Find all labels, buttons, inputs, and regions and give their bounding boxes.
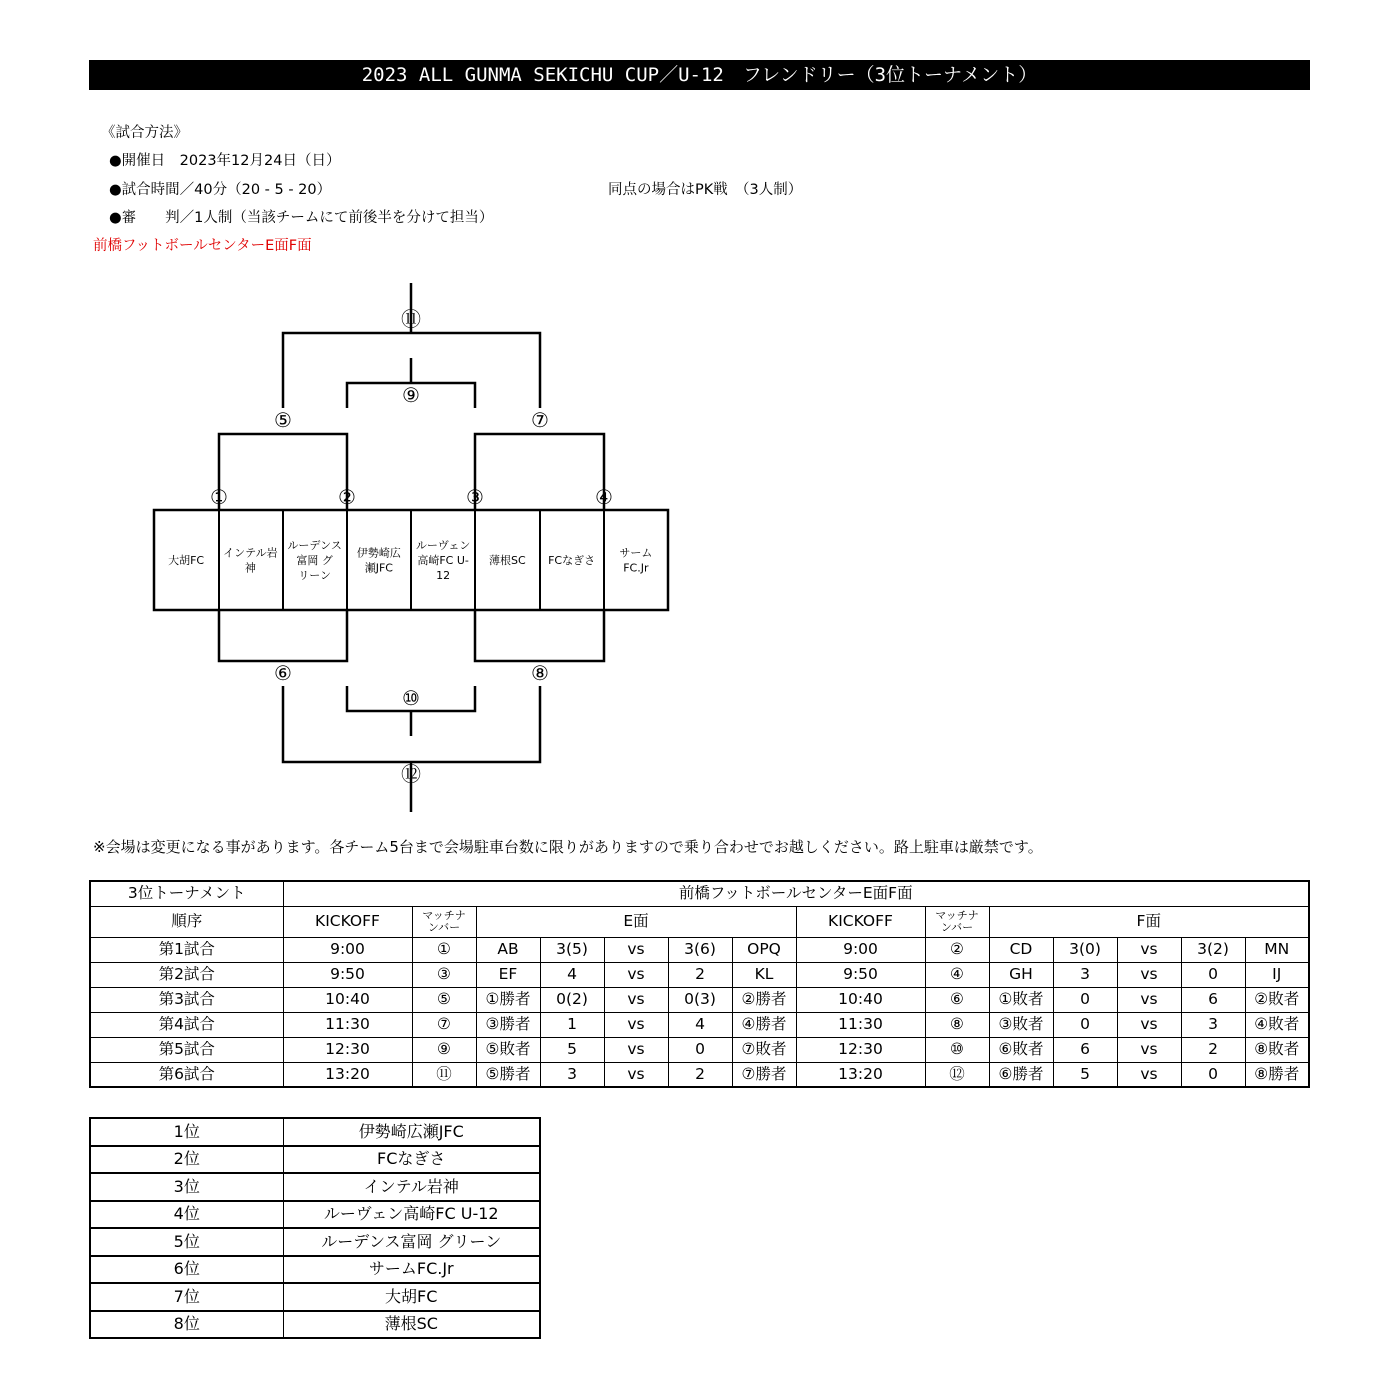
schedule-row [90, 937, 1309, 962]
method-heading: 《試合方法》 [101, 125, 188, 141]
cell-e-no: ⑤ [412, 987, 476, 1012]
cell-e-home: EF [476, 962, 540, 987]
cell-f-home: ⑥敗者 [989, 1037, 1053, 1062]
vs-cell: vs [604, 987, 668, 1012]
cell-e-time: 13:20 [283, 1062, 412, 1087]
ranking-team: 大胡FC [283, 1283, 540, 1311]
cell-f-home: GH [989, 962, 1053, 987]
team-label-line: ルーヴェン [415, 539, 471, 552]
cell-f-hs: 5 [1053, 1062, 1117, 1087]
cell-f-away: ⑧敗者 [1245, 1037, 1309, 1062]
cell-f-away: MN [1245, 937, 1309, 962]
cell-f-hs: 0 [1053, 1012, 1117, 1037]
col-kickoff-f-header: KICKOFF [796, 906, 925, 937]
team-box-7 [548, 554, 595, 567]
cell-e-as: 2 [668, 1062, 732, 1087]
ranking-team: サームFC.Jr [283, 1256, 540, 1284]
match-number-12: ⑫ [401, 762, 421, 786]
col-match-no-f-header [925, 906, 989, 937]
match-number-8: ⑧ [531, 661, 549, 685]
schedule-row [90, 1012, 1309, 1037]
cell-f-no: ⑩ [925, 1037, 989, 1062]
team-box-6 [489, 553, 526, 567]
cell-f-home: ③敗者 [989, 1012, 1053, 1037]
team-label-line: 高崎FC U- [417, 554, 469, 567]
vs-cell: vs [604, 1062, 668, 1087]
cell-e-hs: 3 [540, 1062, 604, 1087]
cell-f-as: 3(2) [1181, 937, 1245, 962]
match-number-3: ③ [466, 485, 484, 509]
ranking-team: FCなぎさ [283, 1146, 540, 1174]
ranking-rank: 2位 [90, 1146, 283, 1174]
schedule-row [90, 962, 1309, 987]
ranking-team: 薄根SC [283, 1311, 540, 1339]
cell-f-no: ⑥ [925, 987, 989, 1012]
team-box-8 [619, 547, 652, 575]
ranking-row [90, 1311, 540, 1339]
team-label-line: サーム [619, 546, 653, 560]
match-number-7: ⑦ [531, 408, 549, 432]
page-title: 2023 ALL GUNMA SEKICHU CUP／U-12 フレンドリー（3位トーナメント） [89, 60, 1310, 90]
cell-order: 第3試合 [90, 987, 283, 1012]
cell-f-away: ④敗者 [1245, 1012, 1309, 1037]
vs-cell: vs [1117, 1062, 1181, 1087]
ranking-team: ルーヴェン高崎FC U-12 [283, 1201, 540, 1229]
cell-e-time: 9:50 [283, 962, 412, 987]
team-label-line: 大胡FC [168, 554, 205, 567]
team-label-line: FCなぎさ [548, 554, 596, 567]
cell-f-home: ⑥勝者 [989, 1062, 1053, 1087]
ranking-team: 伊勢崎広瀬JFC [283, 1118, 540, 1146]
vs-cell: vs [604, 937, 668, 962]
cell-e-away: ④勝者 [732, 1012, 796, 1037]
referee-line: ●審 判／1人制（当該チームにて前後半を分けて担当） [109, 210, 494, 226]
cell-e-as: 0 [668, 1037, 732, 1062]
match-number-6: ⑥ [274, 661, 292, 685]
team-label-line: 富岡 グ [296, 554, 333, 567]
cell-f-away: IJ [1245, 962, 1309, 987]
cell-f-time: 9:00 [796, 937, 925, 962]
cell-f-no: ⑫ [925, 1062, 989, 1087]
cell-e-away: ⑦敗者 [732, 1037, 796, 1062]
team-label-line: インテル岩 [223, 546, 278, 560]
ranking-rank: 7位 [90, 1283, 283, 1311]
match-number-11: ⑪ [401, 307, 421, 331]
team-label-line: リーン [298, 569, 332, 582]
cell-e-no: ③ [412, 962, 476, 987]
cell-e-time: 12:30 [283, 1037, 412, 1062]
cell-order: 第2試合 [90, 962, 283, 987]
cell-f-hs: 3(0) [1053, 937, 1117, 962]
tournament-bracket [0, 0, 700, 830]
cell-e-hs: 3(5) [540, 937, 604, 962]
ranking-table [89, 1117, 541, 1339]
schedule-header-left: 3位トーナメント [90, 881, 283, 906]
cell-f-time: 9:50 [796, 962, 925, 987]
cell-e-home: ①勝者 [476, 987, 540, 1012]
vs-cell: vs [1117, 962, 1181, 987]
parking-notice: ※会場は変更になる事があります。各チーム5台まで会場駐車台数に限りがありますので乗り合わせでお越しください。路上駐車は厳禁です。 [93, 838, 1043, 856]
cell-e-time: 9:00 [283, 937, 412, 962]
col-kickoff-e-header: KICKOFF [283, 906, 412, 937]
pk-line: 同点の場合はPK戦 （3人制） [608, 182, 803, 198]
cell-f-time: 12:30 [796, 1037, 925, 1062]
cell-order: 第1試合 [90, 937, 283, 962]
match-number-9: ⑨ [402, 383, 420, 407]
schedule-table [89, 880, 1310, 1088]
cell-f-hs: 6 [1053, 1037, 1117, 1062]
cell-f-home: ①敗者 [989, 987, 1053, 1012]
cell-f-time: 10:40 [796, 987, 925, 1012]
cell-e-no: ⑨ [412, 1037, 476, 1062]
match-no-label-e: マッチナンバー [422, 908, 466, 934]
cell-order: 第4試合 [90, 1012, 283, 1037]
match-number-1: ① [210, 485, 228, 509]
date-line: ●開催日 2023年12月24日（日） [109, 153, 341, 169]
team-label-line: 薄根SC [489, 554, 526, 567]
cell-e-as: 3(6) [668, 937, 732, 962]
team-label-line: FC.Jr [623, 561, 649, 575]
cell-e-no: ⑪ [412, 1062, 476, 1087]
cell-f-as: 0 [1181, 962, 1245, 987]
cell-f-home: CD [989, 937, 1053, 962]
col-order-header: 順序 [90, 906, 283, 937]
cell-e-away: ⑦勝者 [732, 1062, 796, 1087]
ranking-rank: 4位 [90, 1201, 283, 1229]
team-label-line: ルーデンス [287, 539, 342, 552]
cell-order: 第6試合 [90, 1062, 283, 1087]
cell-f-hs: 0 [1053, 987, 1117, 1012]
ranking-team: ルーデンス富岡 グリーン [283, 1228, 540, 1256]
schedule-row [90, 1037, 1309, 1062]
vs-cell: vs [604, 962, 668, 987]
vs-cell: vs [1117, 1037, 1181, 1062]
cell-f-time: 11:30 [796, 1012, 925, 1037]
cell-e-as: 4 [668, 1012, 732, 1037]
time-line: ●試合時間／40分（20 - 5 - 20） [109, 182, 332, 198]
match-number-4: ④ [595, 485, 613, 509]
cell-e-home: AB [476, 937, 540, 962]
schedule-row [90, 987, 1309, 1012]
col-court-f-header: F面 [989, 906, 1309, 937]
cell-f-hs: 3 [1053, 962, 1117, 987]
ranking-rank: 6位 [90, 1256, 283, 1284]
ranking-rank: 8位 [90, 1311, 283, 1339]
schedule-header-venue: 前橋フットボールセンターE面F面 [283, 881, 1309, 906]
ranking-rank: 5位 [90, 1228, 283, 1256]
cell-e-as: 2 [668, 962, 732, 987]
cell-e-hs: 4 [540, 962, 604, 987]
venue-line: 前橋フットボールセンターE面F面 [93, 238, 312, 254]
team-box-5 [416, 539, 471, 582]
team-label-line: 神 [244, 561, 256, 575]
cell-e-no: ① [412, 937, 476, 962]
ranking-row [90, 1228, 540, 1256]
cell-f-as: 2 [1181, 1037, 1245, 1062]
ranking-rank: 3位 [90, 1173, 283, 1201]
cell-e-hs: 1 [540, 1012, 604, 1037]
cell-f-no: ⑧ [925, 1012, 989, 1037]
vs-cell: vs [1117, 937, 1181, 962]
match-number-5: ⑤ [274, 408, 292, 432]
cell-e-home: ⑤敗者 [476, 1037, 540, 1062]
cell-e-time: 11:30 [283, 1012, 412, 1037]
ranking-row [90, 1118, 540, 1146]
cell-e-home: ⑤勝者 [476, 1062, 540, 1087]
match-no-label-f: マッチナンバー [935, 908, 979, 934]
cell-e-time: 10:40 [283, 987, 412, 1012]
cell-e-home: ③勝者 [476, 1012, 540, 1037]
team-box-2 [223, 546, 277, 575]
cell-e-away: ②勝者 [732, 987, 796, 1012]
cell-e-away: OPQ [732, 937, 796, 962]
cell-order: 第5試合 [90, 1037, 283, 1062]
team-label-line: 瀬JFC [364, 561, 394, 575]
col-match-no-e-header [412, 906, 476, 937]
vs-cell: vs [1117, 1012, 1181, 1037]
cell-f-no: ② [925, 937, 989, 962]
vs-cell: vs [604, 1037, 668, 1062]
ranking-rank: 1位 [90, 1118, 283, 1146]
cell-f-time: 13:20 [796, 1062, 925, 1087]
cell-e-as: 0(3) [668, 987, 732, 1012]
cell-e-hs: 5 [540, 1037, 604, 1062]
col-court-e-header: E面 [476, 906, 796, 937]
team-label-line: 12 [436, 569, 451, 582]
team-box-4 [357, 546, 401, 575]
cell-f-no: ④ [925, 962, 989, 987]
cell-f-as: 3 [1181, 1012, 1245, 1037]
ranking-team: インテル岩神 [283, 1173, 540, 1201]
cell-f-as: 6 [1181, 987, 1245, 1012]
match-number-10: ⑩ [402, 686, 420, 710]
cell-e-hs: 0(2) [540, 987, 604, 1012]
ranking-row [90, 1146, 540, 1174]
vs-cell: vs [1117, 987, 1181, 1012]
match-number-2: ② [338, 485, 356, 509]
ranking-row [90, 1173, 540, 1201]
team-box-3 [287, 539, 341, 582]
ranking-row [90, 1201, 540, 1229]
team-label-line: 伊勢崎広 [356, 546, 401, 560]
cell-f-away: ②敗者 [1245, 987, 1309, 1012]
cell-f-away: ⑧勝者 [1245, 1062, 1309, 1087]
ranking-row [90, 1283, 540, 1311]
cell-e-no: ⑦ [412, 1012, 476, 1037]
schedule-row [90, 1062, 1309, 1087]
team-box-1 [168, 553, 204, 567]
cell-e-away: KL [732, 962, 796, 987]
cell-f-as: 0 [1181, 1062, 1245, 1087]
ranking-row [90, 1256, 540, 1284]
vs-cell: vs [604, 1012, 668, 1037]
